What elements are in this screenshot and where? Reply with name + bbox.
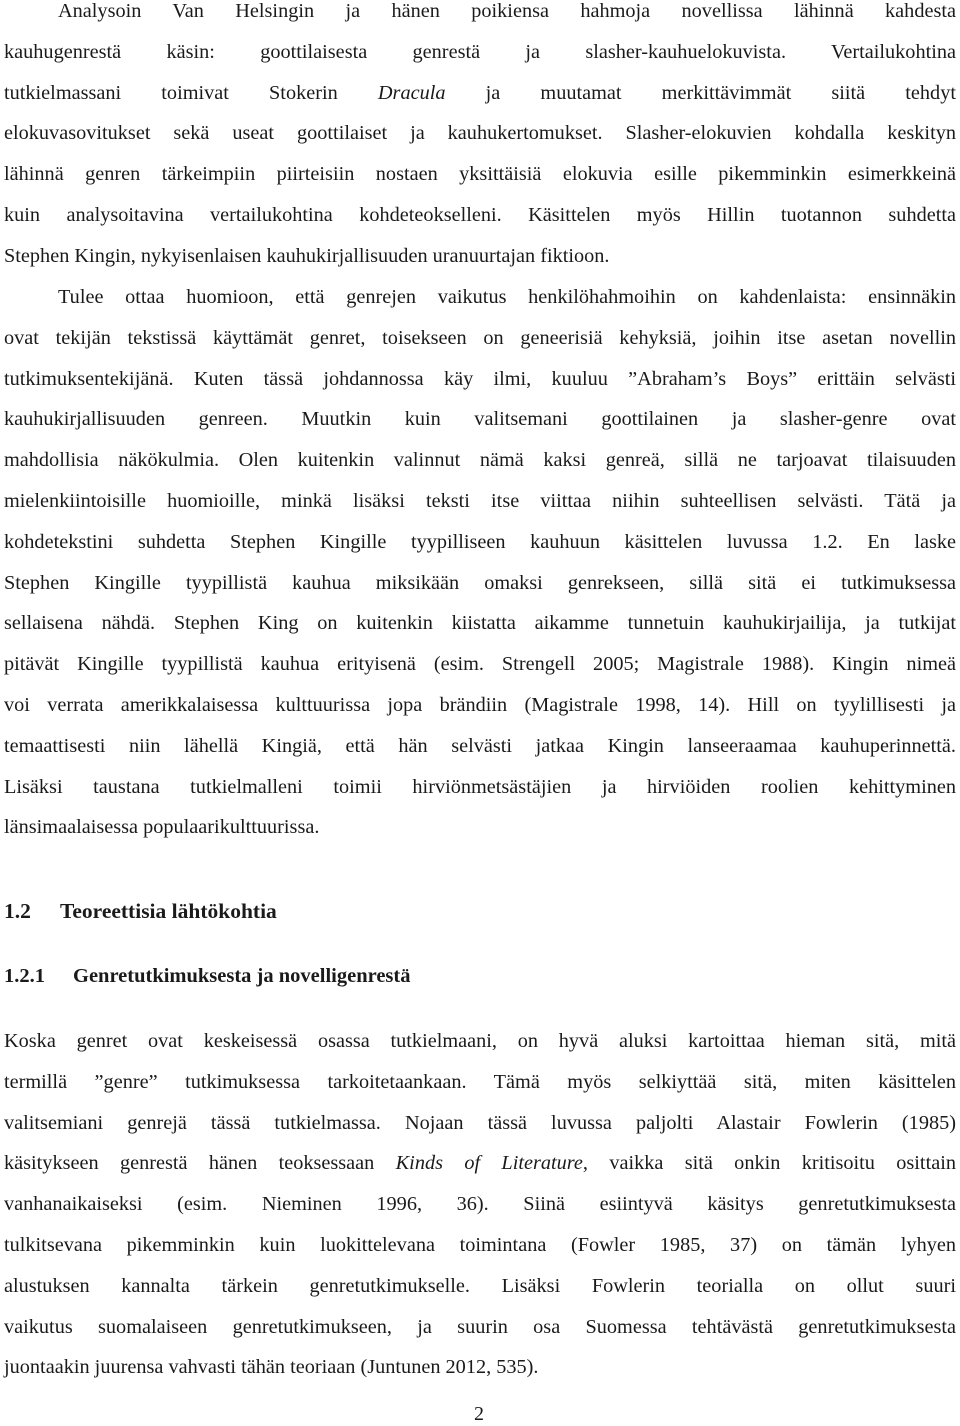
page-number: 2 xyxy=(474,1403,484,1425)
work-title: Kinds of Literature xyxy=(395,1152,583,1175)
text-line: mahdollisia näkökulmia. Olen kuitenkin valinnut nämä kaksi genreä, sillä ne tarjoavat tilaisuuden xyxy=(4,449,956,472)
text-line: vaikutus suomalaiseen genretutkimukseen, ja suurin osa Suomessa tehtävästä genretutkimuksesta xyxy=(4,1315,956,1338)
text-line: kohdetekstini suhdetta Stephen Kingille tyypilliseen kauhuun käsittelen luvussa 1.2. En laske xyxy=(4,530,956,553)
text-line: Stephen Kingille tyypillistä kauhua miksikään omaksi genrekseen, sillä sitä ei tutkimuksessa xyxy=(4,571,956,594)
paragraph-1 xyxy=(4,0,956,277)
section-title: Teoreettisia lähtökohtia xyxy=(60,899,277,923)
text-line: Stephen Kingin, nykyisenlaisen kauhukirjallisuuden uranuurtajan fiktioon. xyxy=(4,244,610,267)
paragraph-2 xyxy=(4,277,956,848)
text-line: ovat tekijän tekstissä käyttämät genret, toisekseen on geneerisiä kehyksiä, joihin itse asetan novellin xyxy=(4,326,956,349)
subsection-number: 1.2.1 xyxy=(4,965,45,987)
subsection-heading xyxy=(4,959,410,993)
subsection-title: Genretutkimuksesta ja novelligenrestä xyxy=(73,965,411,987)
text-line: käsitykseen genrestä hänen teoksessaan Kinds of Literature, vaikka sitä onkin kritisoitu osittain xyxy=(4,1152,956,1175)
text-line: tutkimuksentekijänä. Kuten tässä johdannossa käy ilmi, kuuluu ”Abraham’s Boys” erittäin selvästi xyxy=(4,367,956,390)
work-title: Dracula xyxy=(377,81,446,104)
document-page xyxy=(4,0,956,1425)
text-line: elokuvasovitukset sekä useat goottilaiset ja kauhukertomukset. Slasher-elokuvien kohdalla keskityn xyxy=(4,122,956,145)
text-line: lähinnä genren tärkeimpiin piirteisiin nostaen yksittäisiä elokuvia esille pikemminkin esimerkkeinä xyxy=(4,163,956,186)
text-line: alustuksen kannalta tärkein genretutkimukselle. Lisäksi Fowlerin teorialla on ollut suuri xyxy=(4,1274,956,1297)
text-line: kauhukirjallisuuden genreen. Muutkin kuin valitsemani goottilainen ja slasher-genre ovat xyxy=(4,408,956,431)
text-line: tutkielmassani toimivat Stokerin Dracula ja muutamat merkittävimmät siitä tehdyt xyxy=(4,81,956,104)
text-line: termillä ”genre” tutkimuksessa tarkoitetaankaan. Tämä myös selkiyttää sitä, miten käsittelen xyxy=(4,1070,956,1093)
text-line: kauhugenrestä käsin: goottilaisesta genrestä ja slasher-kauhuelokuvista. Vertailukohtina xyxy=(4,40,956,63)
text-line: mielenkiintoisille huomioille, minkä lisäksi teksti itse viittaa niihin suhteellisen selvästi. Tätä ja xyxy=(4,489,956,512)
text-line: vanhanaikaiseksi (esim. Nieminen 1996, 36). Siinä esiintyvä käsitys genretutkimuksesta xyxy=(4,1193,956,1216)
text-line: Tulee ottaa huomioon, että genrejen vaikutus henkilöhahmoihin on kahdenlaista: ensinnäkin xyxy=(58,286,956,308)
text-line: sellaisena nähdä. Stephen King on kuitenkin kiistatta aikamme tunnetuin kauhukirjailija, ja tutkijat xyxy=(4,612,956,635)
text-line: kuin analysoitavina vertailukohtina kohdeteokselleni. Käsittelen myös Hillin tuotannon suhdetta xyxy=(4,203,956,226)
text-line: Lisäksi taustana tutkielmalleni toimii hirviönmetsästäjien ja hirviöiden roolien kehittyminen xyxy=(4,775,956,798)
text-line: Analysoin Van Helsingin ja hänen poikiensa hahmoja novellissa lähinnä kahdesta xyxy=(58,0,956,22)
paragraph-3 xyxy=(4,1021,956,1388)
text-line: länsimaalaisessa populaarikulttuurissa. xyxy=(4,816,320,839)
text-line: juontaakin juurensa vahvasti tähän teoriaan (Juntunen 2012, 535). xyxy=(4,1356,539,1379)
section-number: 1.2 xyxy=(4,899,31,923)
text-line: temaattisesti niin lähellä Kingiä, että hän selvästi jatkaa Kingin lanseeraamaa kauhuperinnettä. xyxy=(4,734,956,757)
text-line: valitsemiani genrejä tässä tutkielmassa. Nojaan tässä luvussa paljolti Alastair Fowlerin (1985) xyxy=(4,1111,956,1134)
text-line: Koska genret ovat keskeisessä osassa tutkielmaani, on hyvä aluksi kartoittaa hieman sitä, mitä xyxy=(4,1030,956,1052)
section-heading xyxy=(4,894,277,928)
text-line: tulkitsevana pikemminkin kuin luokittelevana toimintana (Fowler 1985, 37) on tämän lyhyen xyxy=(4,1233,956,1256)
text-line: voi verrata amerikkalaisessa kulttuurissa jopa brändiin (Magistrale 1998, 14). Hill on tyylillisesti ja xyxy=(4,693,956,716)
text-line: pitävät Kingille tyypillistä kauhua erityisenä (esim. Strengell 2005; Magistrale 1988). Kingin nimeä xyxy=(4,653,956,676)
